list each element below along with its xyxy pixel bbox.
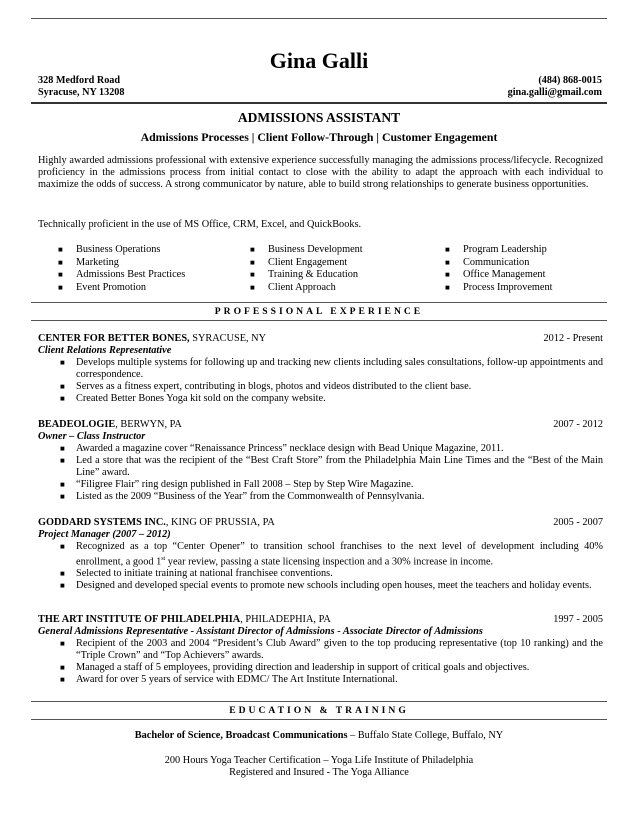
degree-line bbox=[31, 730, 607, 742]
job-bullet: ■ “Filigree Flair” ring design published in Fall 2008 – Step by Step Wire Magazine. bbox=[60, 479, 414, 490]
job-bullet: ■ Develops multiple systems for following up and tracking new clients including sales consultations, follow-up appointments and correspondence. bbox=[60, 357, 603, 380]
skill-item: ■ Business Development bbox=[250, 244, 363, 255]
square-bullet-icon: ■ bbox=[58, 270, 63, 279]
square-bullet-icon: ■ bbox=[60, 663, 65, 672]
square-bullet-icon: ■ bbox=[60, 542, 65, 551]
job-entry bbox=[38, 614, 603, 686]
job-bullet: ■ Award for over 5 years of service with EDMC/ The Art Institute International. bbox=[60, 674, 398, 685]
square-bullet-icon: ■ bbox=[60, 382, 65, 391]
experience-section-header: PROFESSIONAL EXPERIENCE bbox=[31, 302, 607, 321]
square-bullet-icon: ■ bbox=[58, 282, 63, 292]
phone-number: (484) 868-0015 bbox=[538, 75, 602, 86]
square-bullet-icon: ■ bbox=[60, 480, 65, 489]
square-bullet-icon: ■ bbox=[60, 639, 65, 648]
square-bullet-icon: ■ bbox=[58, 257, 63, 267]
job-bullet: ■ Listed as the 2009 “Business of the Year” from the Commonwealth of Pennsylvania. bbox=[60, 491, 425, 502]
skill-item: ■ Training & Education bbox=[250, 269, 358, 280]
job-entry bbox=[38, 419, 603, 503]
square-bullet-icon: ■ bbox=[60, 358, 65, 367]
company-location: SYRACUSE, NY bbox=[189, 333, 267, 344]
skill-item: ■ Business Operations bbox=[58, 244, 161, 255]
square-bullet-icon: ■ bbox=[445, 270, 450, 279]
skill-item: ■ Process Improvement bbox=[445, 281, 553, 293]
address-line-1: 328 Medford Road bbox=[38, 75, 121, 86]
job-dates: 1997 - 2005 bbox=[553, 614, 603, 625]
skill-item: ■ Client Engagement bbox=[250, 256, 348, 268]
skill-item: ■ Program Leadership bbox=[445, 244, 547, 255]
address-line-2: Syracuse, NY 13208 bbox=[38, 87, 125, 98]
email-address: gina.galli@gmail.com bbox=[507, 87, 602, 98]
header-rule bbox=[31, 102, 607, 104]
skill-item: ■ Client Approach bbox=[250, 281, 336, 293]
technical-skills-line: Technically proficient in the use of MS Office, CRM, Excel, and QuickBooks. bbox=[38, 219, 362, 230]
job-bullet: ■ Awarded a magazine cover “Renaissance Princess” necklace design with Bead Unique Magazine, 2011. bbox=[60, 443, 504, 454]
square-bullet-icon: ■ bbox=[60, 444, 65, 453]
job-role: General Admissions Representative - Assistant Director of Admissions - Associate Director of Admissions bbox=[38, 626, 483, 637]
skills-column-3 bbox=[445, 244, 553, 294]
job-bullet: ■ Created Better Bones Yoga kit sold on the company website. bbox=[60, 393, 326, 404]
objective-title: ADMISSIONS ASSISTANT bbox=[237, 110, 401, 125]
square-bullet-icon: ■ bbox=[445, 257, 450, 267]
degree-school: – Buffalo State College, Buffalo, NY bbox=[347, 730, 504, 741]
job-role: Project Manager (2007 – 2012) bbox=[38, 529, 171, 540]
skills-column-1 bbox=[58, 244, 185, 294]
square-bullet-icon: ■ bbox=[250, 282, 255, 292]
job-bullet: ■ Designed and developed special events to promote new schools including open houses, meet the teachers and holiday events. bbox=[60, 580, 592, 592]
summary-paragraph: Highly awarded admissions professional with extensive experience successfully managing the admissions process/lifecycle. Recognized proficiency in the admissions process from initial contact to close with the ability to adapt the approach with each individual to maximize the odds of success. A strong communicator by nature, able to build strong relationships to generate business opportunities. bbox=[38, 155, 603, 190]
candidate-name: Gina Galli bbox=[269, 48, 369, 73]
square-bullet-icon: ■ bbox=[250, 245, 255, 254]
job-bullet: ■ Recognized as a top “Center Opener” to transition school franchises to the next level of development including 40% enrollment, a good 1st year review, passing a state licensing inspection and a 30% increase in income. bbox=[60, 541, 603, 568]
square-bullet-icon: ■ bbox=[60, 675, 65, 684]
job-bullet: ■ Selected to initiate training at national franchisee conventions. bbox=[60, 568, 333, 580]
square-bullet-icon: ■ bbox=[250, 257, 255, 267]
degree-name: Bachelor of Science, Broadcast Communications bbox=[134, 730, 348, 741]
job-dates: 2007 - 2012 bbox=[553, 419, 603, 430]
job-bullet: ■ Serves as a fitness expert, contributing in blogs, photos and videos distributed to the client base. bbox=[60, 381, 472, 392]
job-bullet: ■ Managed a staff of 5 employees, providing direction and leadership in support of critical goals and objectives. bbox=[60, 662, 530, 673]
job-entry bbox=[38, 517, 603, 592]
square-bullet-icon: ■ bbox=[60, 581, 65, 591]
skills-column-2 bbox=[250, 244, 363, 294]
job-entry bbox=[38, 333, 603, 405]
certification-line: 200 Hours Yoga Teacher Certification – Yoga Life Institute of Philadelphia bbox=[164, 755, 474, 766]
square-bullet-icon: ■ bbox=[58, 245, 63, 254]
skill-item: ■ Office Management bbox=[445, 269, 546, 280]
top-rule bbox=[31, 18, 607, 19]
job-bullet: ■ Led a store that was the recipient of the “Best Craft Store” from the Philadelphia Main Line Times and the “Best of the Main Line” award. bbox=[60, 455, 603, 478]
job-role: Client Relations Representative bbox=[38, 345, 172, 356]
company-location: , PHILADEPHIA, PA bbox=[240, 614, 331, 625]
company-location: , BERWYN, PA bbox=[115, 419, 182, 430]
square-bullet-icon: ■ bbox=[60, 456, 65, 465]
education-section-header: EDUCATION & TRAINING bbox=[31, 701, 607, 720]
objective-subtitle: Admissions Processes | Client Follow-Through | Customer Engagement bbox=[140, 130, 498, 144]
square-bullet-icon: ■ bbox=[60, 492, 65, 501]
square-bullet-icon: ■ bbox=[445, 245, 450, 254]
skill-item: ■ Admissions Best Practices bbox=[58, 269, 186, 280]
skill-item: ■ Communication bbox=[445, 256, 530, 268]
resume-page bbox=[31, 0, 607, 826]
company-name: THE ART INSTITUTE OF PHILADELPHIA bbox=[38, 614, 241, 625]
square-bullet-icon: ■ bbox=[445, 282, 450, 292]
job-dates: 2005 - 2007 bbox=[553, 517, 603, 528]
company-name: BEADEOLOGIE bbox=[38, 419, 116, 430]
company-location: , KING OF PRUSSIA, PA bbox=[165, 517, 275, 528]
company-name: CENTER FOR BETTER BONES, bbox=[38, 333, 190, 344]
job-role: Owner – Class Instructor bbox=[38, 431, 146, 442]
square-bullet-icon: ■ bbox=[60, 569, 65, 579]
skill-item: ■ Event Promotion bbox=[58, 281, 147, 293]
certification-line: Registered and Insured - The Yoga Alliance bbox=[229, 767, 409, 778]
skill-item: ■ Marketing bbox=[58, 256, 119, 268]
job-bullet: ■ Recipient of the 2003 and 2004 “President’s Club Award” given to the top producing representative (top 10 ranking) and the “Triple Crown” and “Top Achievers” awards. bbox=[60, 638, 603, 661]
company-name: GODDARD SYSTEMS INC. bbox=[38, 517, 166, 528]
job-dates: 2012 - Present bbox=[543, 333, 603, 344]
square-bullet-icon: ■ bbox=[60, 394, 65, 403]
square-bullet-icon: ■ bbox=[250, 270, 255, 279]
